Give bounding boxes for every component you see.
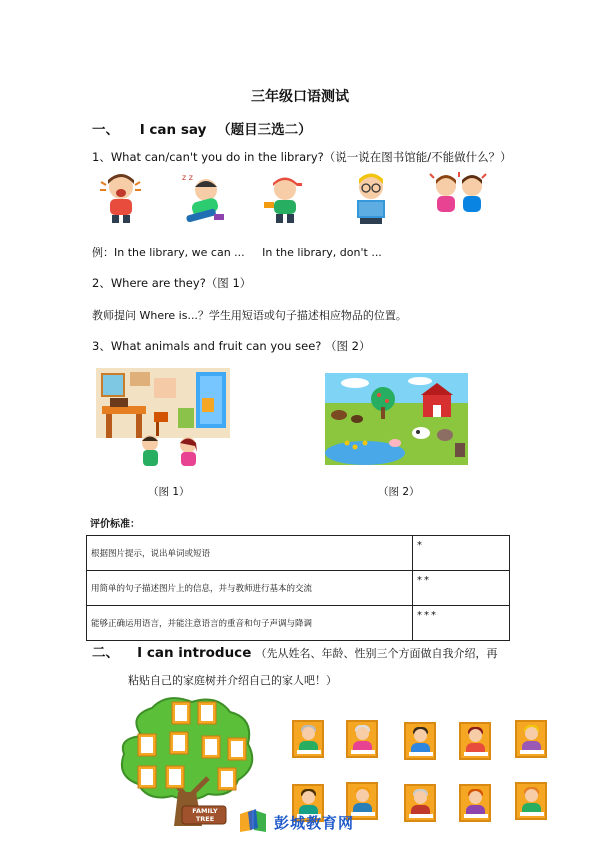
criteria-text: 用简单的句子描述图片上的信息，并与教师进行基本的交流 (87, 571, 413, 606)
section-2-number: 二、 (92, 645, 119, 661)
section-1-note: （题目三选二） (217, 122, 312, 138)
family-tree-sign-line-1: FAMILY (192, 807, 218, 815)
family-tree-sign (184, 807, 226, 823)
section-2-note: （先从姓名、年龄、性别三个方面做自我介绍，再 (255, 647, 498, 660)
picture-2-caption: （图 2） (378, 486, 420, 498)
table-row (87, 571, 510, 606)
section-2-note-line-2: 粘贴自己的家庭树并介绍自己的家人吧！） (128, 674, 337, 687)
kid-reading-illustration (348, 170, 394, 226)
section-2-label: I can introduce (137, 645, 252, 661)
section-2-heading (92, 641, 497, 661)
kid-with-cap-illustration (262, 172, 308, 225)
portrait-mother (459, 722, 491, 760)
svg-text:z z: z z (182, 173, 193, 182)
criteria-text: 根据图片提示，说出单词或短语 (87, 536, 413, 571)
kid-shouting-illustration (96, 170, 146, 225)
criteria-stars: ** (413, 571, 510, 606)
kids-whispering-illustration (426, 168, 492, 224)
example-part-1: 例：In the library, we can ... (92, 246, 245, 259)
page-title: 三年级口语测试 (251, 89, 349, 105)
table-row (87, 606, 510, 641)
section-1-number: 一、 (92, 122, 119, 138)
question-3: 3、What animals and fruit can you see? （图 2） (92, 339, 371, 353)
watermark-text: 彭城教育网 (274, 814, 355, 832)
question-2-instruction: 教师提问 Where is...？学生用短语或句子描述相应物品的位置。 (92, 309, 407, 322)
section-1-label: I can say (139, 122, 207, 138)
portrait-sister (459, 784, 491, 822)
criteria-heading: 评价标准： (90, 519, 140, 530)
evaluation-criteria-table (86, 535, 510, 641)
classroom-picture (96, 368, 230, 468)
criteria-stars: * (413, 536, 510, 571)
example-sentences (92, 244, 382, 260)
picture-1-caption: （图 1） (148, 486, 190, 498)
question-1: 1、What can/can't you do in the library?（说一说在图书馆能/不能做什么？） (92, 150, 512, 164)
criteria-stars: *** (413, 606, 510, 641)
section-1-heading (92, 118, 312, 138)
portrait-grandfather (292, 720, 324, 758)
kid-sleeping-illustration (178, 170, 230, 225)
table-row (87, 536, 510, 571)
example-part-2: In the library, don't ... (262, 246, 382, 259)
portrait-cousin (515, 782, 547, 820)
question-2: 2、Where are they?（图 1） (92, 276, 252, 290)
portrait-aunt (515, 720, 547, 758)
family-tree-sign-line-2: TREE (195, 815, 215, 823)
criteria-text: 能够正确运用语言，并能注意语言的重音和句子声调与降调 (87, 606, 413, 641)
book-logo-icon (238, 808, 270, 834)
portrait-grandma-2 (404, 784, 436, 822)
portrait-father (404, 722, 436, 760)
farm-picture (325, 373, 468, 465)
portrait-grandmother (346, 720, 378, 758)
